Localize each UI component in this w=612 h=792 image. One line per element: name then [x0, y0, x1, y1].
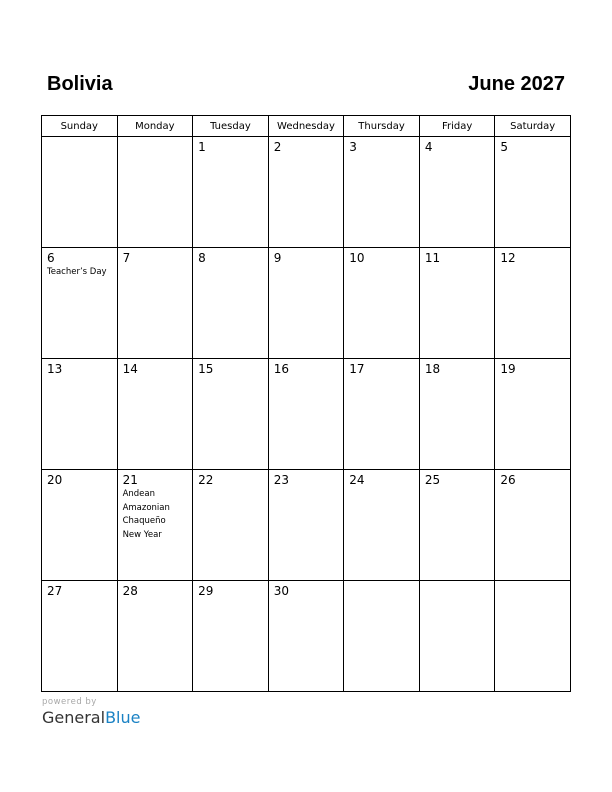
day-cell — [419, 137, 495, 248]
week-row — [42, 248, 571, 359]
powered-by-text: powered by — [42, 697, 97, 707]
day-number: 18 — [424, 362, 441, 376]
holiday-label — [420, 584, 495, 585]
holiday-label — [344, 487, 419, 488]
day-cell — [193, 248, 269, 359]
day-number: 6 — [47, 251, 55, 265]
weekday-tuesday: Tuesday — [193, 116, 269, 137]
holiday-label — [42, 140, 117, 141]
day-number: 10 — [349, 251, 365, 265]
day-cell — [42, 137, 118, 248]
day-number: 1 — [198, 140, 206, 154]
holiday-label — [495, 487, 570, 488]
day-number: 29 — [198, 584, 214, 598]
day-number: 26 — [500, 473, 516, 487]
day-number: 3 — [349, 140, 357, 154]
day-cell — [419, 470, 495, 581]
holiday-label — [193, 598, 268, 599]
weekday-thursday: Thursday — [344, 116, 420, 137]
day-number: 13 — [47, 362, 63, 376]
day-cell — [344, 470, 420, 581]
day-number: 4 — [424, 140, 433, 154]
weekday-wednesday: Wednesday — [268, 116, 344, 137]
holiday-label — [495, 584, 570, 585]
holiday-label — [495, 154, 570, 155]
day-number: 19 — [500, 362, 516, 376]
holiday-label — [42, 376, 117, 377]
holiday-label — [193, 154, 268, 155]
holiday-label — [344, 584, 419, 585]
day-cell — [495, 470, 571, 581]
day-cell — [344, 248, 420, 359]
holiday-label — [269, 487, 344, 488]
weekday-monday: Monday — [117, 116, 193, 137]
day-cell — [344, 581, 420, 692]
day-cell — [193, 581, 269, 692]
day-number: 5 — [500, 140, 509, 154]
day-cell — [268, 470, 344, 581]
day-number: 15 — [198, 362, 214, 376]
day-cell — [268, 137, 344, 248]
weekday-sunday: Sunday — [42, 116, 118, 137]
day-number: 12 — [500, 251, 516, 265]
holiday-label — [193, 376, 268, 377]
day-cell — [419, 248, 495, 359]
holiday-label — [269, 598, 344, 599]
week-row — [42, 581, 571, 692]
holiday-label — [118, 376, 193, 377]
day-cell — [268, 581, 344, 692]
day-number: 20 — [47, 473, 63, 487]
day-cell — [495, 248, 571, 359]
day-number: 22 — [198, 473, 214, 487]
day-cell — [42, 248, 118, 359]
week-row — [42, 137, 571, 248]
holiday-label — [420, 376, 495, 377]
holiday-label — [118, 140, 193, 141]
holiday-label — [193, 487, 268, 488]
holiday-label — [118, 598, 193, 599]
holiday-label — [420, 265, 495, 266]
day-number: 21 — [122, 473, 138, 487]
holiday-label — [42, 598, 117, 599]
day-number: 30 — [273, 584, 289, 598]
day-number: 9 — [273, 251, 282, 265]
footer-branding — [42, 697, 140, 728]
holiday-label — [495, 376, 570, 377]
day-cell — [42, 581, 118, 692]
day-cell — [42, 470, 118, 581]
day-number: 24 — [349, 473, 365, 487]
day-cell — [117, 137, 193, 248]
holiday-label — [344, 154, 419, 155]
holiday-label — [495, 265, 570, 266]
calendar-title-month: June 2027 — [468, 73, 565, 95]
day-cell — [495, 137, 571, 248]
weekday-friday: Friday — [419, 116, 495, 137]
holiday-label — [193, 265, 268, 266]
day-cell — [268, 359, 344, 470]
day-cell — [344, 359, 420, 470]
holiday-label — [269, 376, 344, 377]
day-cell — [193, 470, 269, 581]
holiday-label — [42, 487, 117, 488]
day-number: 14 — [122, 362, 138, 376]
day-number: 25 — [424, 473, 441, 487]
day-number: 17 — [349, 362, 365, 376]
weekday-header-row — [42, 116, 571, 137]
day-cell — [117, 359, 193, 470]
day-number: 8 — [198, 251, 206, 265]
day-cell — [42, 359, 118, 470]
holiday-label — [269, 265, 344, 266]
generalblue-logo[interactable] — [42, 708, 140, 728]
holiday-label — [269, 154, 344, 155]
day-cell — [193, 137, 269, 248]
day-cell — [344, 137, 420, 248]
holiday-label: Teacher’s Day — [47, 267, 107, 277]
holiday-label: Andean Amazonian Chaqueño New Year — [122, 489, 170, 540]
day-cell — [117, 581, 193, 692]
calendar-grid — [41, 115, 571, 692]
week-row — [42, 359, 571, 470]
holiday-label — [344, 265, 419, 266]
day-cell — [495, 359, 571, 470]
day-number: 23 — [273, 473, 289, 487]
day-number: 2 — [273, 140, 282, 154]
holiday-label — [118, 265, 193, 266]
holiday-label — [420, 487, 495, 488]
day-number: 7 — [122, 251, 131, 265]
day-cell — [117, 248, 193, 359]
week-row — [42, 470, 571, 581]
day-cell — [419, 359, 495, 470]
holiday-label — [344, 376, 419, 377]
weekday-saturday: Saturday — [495, 116, 571, 137]
day-cell — [117, 470, 193, 581]
day-cell — [268, 248, 344, 359]
logo-blue-text: Blue — [105, 708, 141, 727]
day-cell — [495, 581, 571, 692]
day-number: 11 — [424, 251, 441, 265]
logo-general-text: General — [42, 708, 106, 727]
holiday-label — [420, 154, 495, 155]
day-number: 16 — [273, 362, 289, 376]
calendar-title-country: Bolivia — [47, 73, 113, 95]
day-cell — [193, 359, 269, 470]
day-number: 28 — [122, 584, 138, 598]
day-cell — [419, 581, 495, 692]
day-number: 27 — [47, 584, 63, 598]
